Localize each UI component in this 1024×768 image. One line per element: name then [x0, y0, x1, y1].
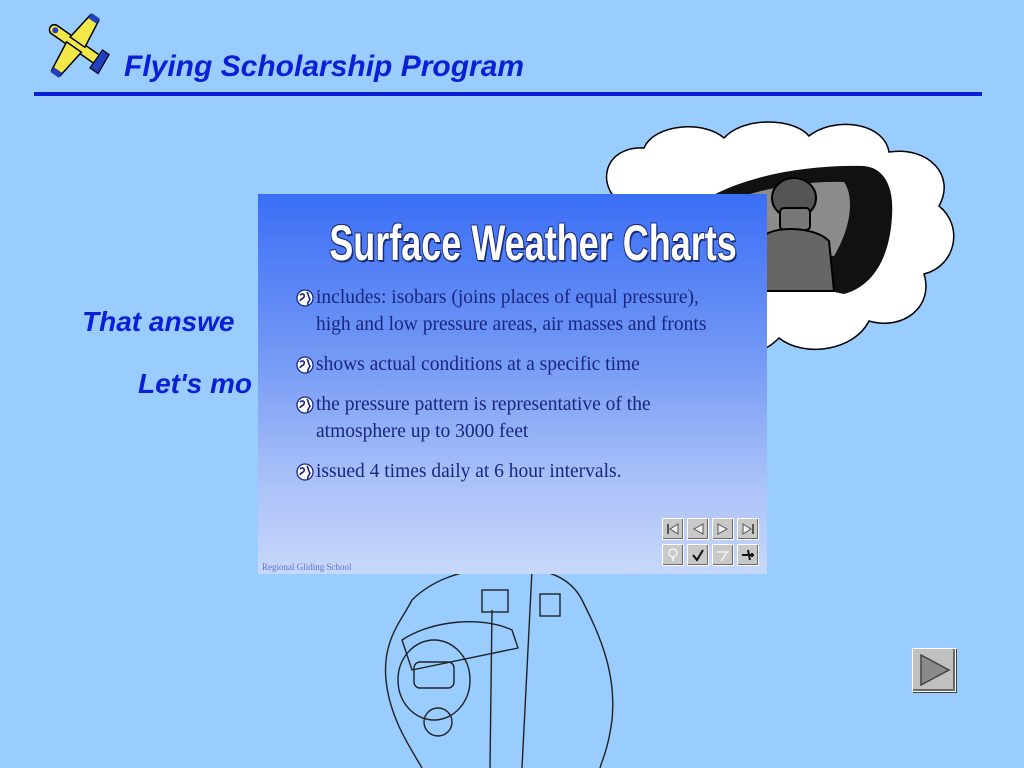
globe-bullet-icon	[296, 396, 314, 414]
last-slide-button[interactable]	[737, 518, 759, 540]
next-slide-button[interactable]	[712, 518, 734, 540]
globe-bullet-icon	[296, 356, 314, 374]
previous-slide-button[interactable]	[687, 518, 709, 540]
bullet-item	[296, 351, 736, 378]
check-icon	[691, 548, 705, 562]
header-divider	[34, 92, 982, 96]
next-page-button[interactable]	[912, 648, 956, 692]
weather-chart-slide	[258, 194, 767, 574]
diagonal-button[interactable]	[712, 544, 734, 566]
last-slide-icon	[741, 523, 755, 535]
diagonal-icon	[716, 548, 730, 562]
previous-slide-icon	[691, 523, 705, 535]
pilot-figure-image	[372, 550, 632, 768]
program-title: Flying Scholarship Program	[124, 50, 525, 83]
check-button[interactable]	[687, 544, 709, 566]
bullet-text: includes: isobars (joins places of equal pressure), high and low pressure areas, air masses and fronts	[316, 287, 707, 335]
bullet-text: shows actual conditions at a specific time	[316, 354, 640, 375]
airplane-icon	[741, 548, 755, 562]
next-slide-icon	[716, 523, 730, 535]
first-slide-button[interactable]	[662, 518, 684, 540]
globe-bullet-icon	[296, 289, 314, 307]
bullet-item	[296, 391, 736, 445]
background-text-line-2: Let's mo	[138, 368, 253, 399]
help-button[interactable]	[662, 544, 684, 566]
airplane-logo-icon	[34, 4, 118, 88]
help-icon	[666, 548, 680, 562]
slide-footer: Regional Gliding School	[262, 562, 352, 572]
bullet-item	[296, 284, 736, 338]
globe-bullet-icon	[296, 463, 314, 481]
first-slide-icon	[666, 523, 680, 535]
bullet-text: the pressure pattern is representative of the atmosphere up to 3000 feet	[316, 394, 651, 442]
slide-nav-controls	[662, 518, 762, 568]
slide-title: Surface Weather Charts	[329, 215, 737, 271]
airplane-button[interactable]	[737, 544, 759, 566]
background-text-line-1: That answe	[82, 306, 235, 337]
play-arrow-icon	[913, 649, 955, 691]
slide-bullet-list	[296, 284, 736, 498]
bullet-text: issued 4 times daily at 6 hour intervals.	[316, 461, 622, 482]
bullet-item	[296, 458, 736, 485]
